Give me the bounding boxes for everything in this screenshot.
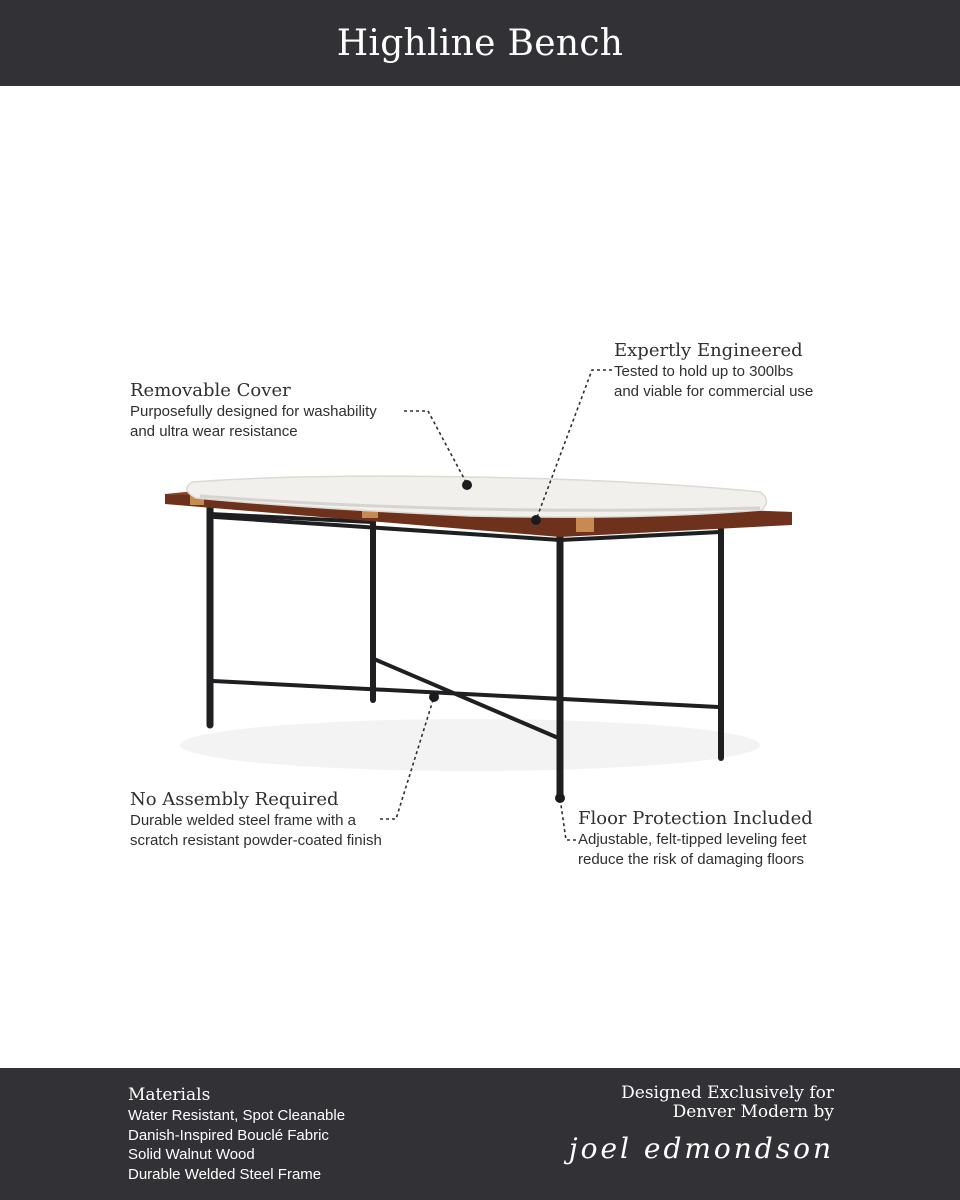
callout-title: No Assembly Required xyxy=(130,789,339,810)
callout-line: Durable welded steel frame with a xyxy=(130,812,356,829)
callout-line: Tested to hold up to 300lbs xyxy=(614,363,794,380)
callout-no-assembly xyxy=(130,789,382,851)
materials-item: Danish-Inspired Bouclé Fabric xyxy=(128,1126,329,1144)
header-band xyxy=(0,0,960,86)
callout-expertly-engineered xyxy=(614,340,813,402)
callout-title: Floor Protection Included xyxy=(578,808,813,829)
callout-line: and ultra wear resistance xyxy=(130,423,298,440)
credit-line: Denver Modern by xyxy=(672,1102,834,1122)
dot-no-assembly xyxy=(429,692,439,702)
credit-line: Designed Exclusively for xyxy=(621,1083,834,1103)
callout-line: scratch resistant powder-coated finish xyxy=(130,832,382,849)
callout-line: Adjustable, felt-tipped leveling feet xyxy=(578,831,807,848)
materials-item: Solid Walnut Wood xyxy=(128,1146,255,1163)
dot-floor-protection xyxy=(555,793,565,803)
materials-title: Materials xyxy=(128,1085,211,1105)
bench-illustration xyxy=(0,86,960,1068)
materials-block xyxy=(128,1084,345,1184)
callout-floor-protection xyxy=(578,808,813,870)
designer-credit xyxy=(569,1084,834,1166)
callout-removable-cover xyxy=(130,380,377,442)
callout-line: reduce the risk of damaging floors xyxy=(578,851,804,868)
callout-title: Removable Cover xyxy=(130,380,291,401)
leader-floor-protection xyxy=(560,798,576,840)
materials-item: Durable Welded Steel Frame xyxy=(128,1165,322,1183)
materials-item: Water Resistant, Spot Cleanable xyxy=(128,1107,346,1124)
leather-strap-right xyxy=(576,517,594,532)
callout-title: Expertly Engineered xyxy=(614,340,803,361)
dot-expertly-engineered xyxy=(531,515,541,525)
designer-signature: joel edmondson xyxy=(568,1132,834,1165)
page-title: Highline Bench xyxy=(336,22,624,64)
callout-line: Purposefully designed for washability xyxy=(130,403,377,420)
footer-band xyxy=(0,1068,960,1200)
leader-removable-cover xyxy=(404,411,467,484)
stretcher-long xyxy=(213,681,718,707)
dot-removable-cover xyxy=(462,480,472,490)
callout-line: and viable for commercial use xyxy=(614,383,814,400)
floor-shadow xyxy=(180,719,760,771)
